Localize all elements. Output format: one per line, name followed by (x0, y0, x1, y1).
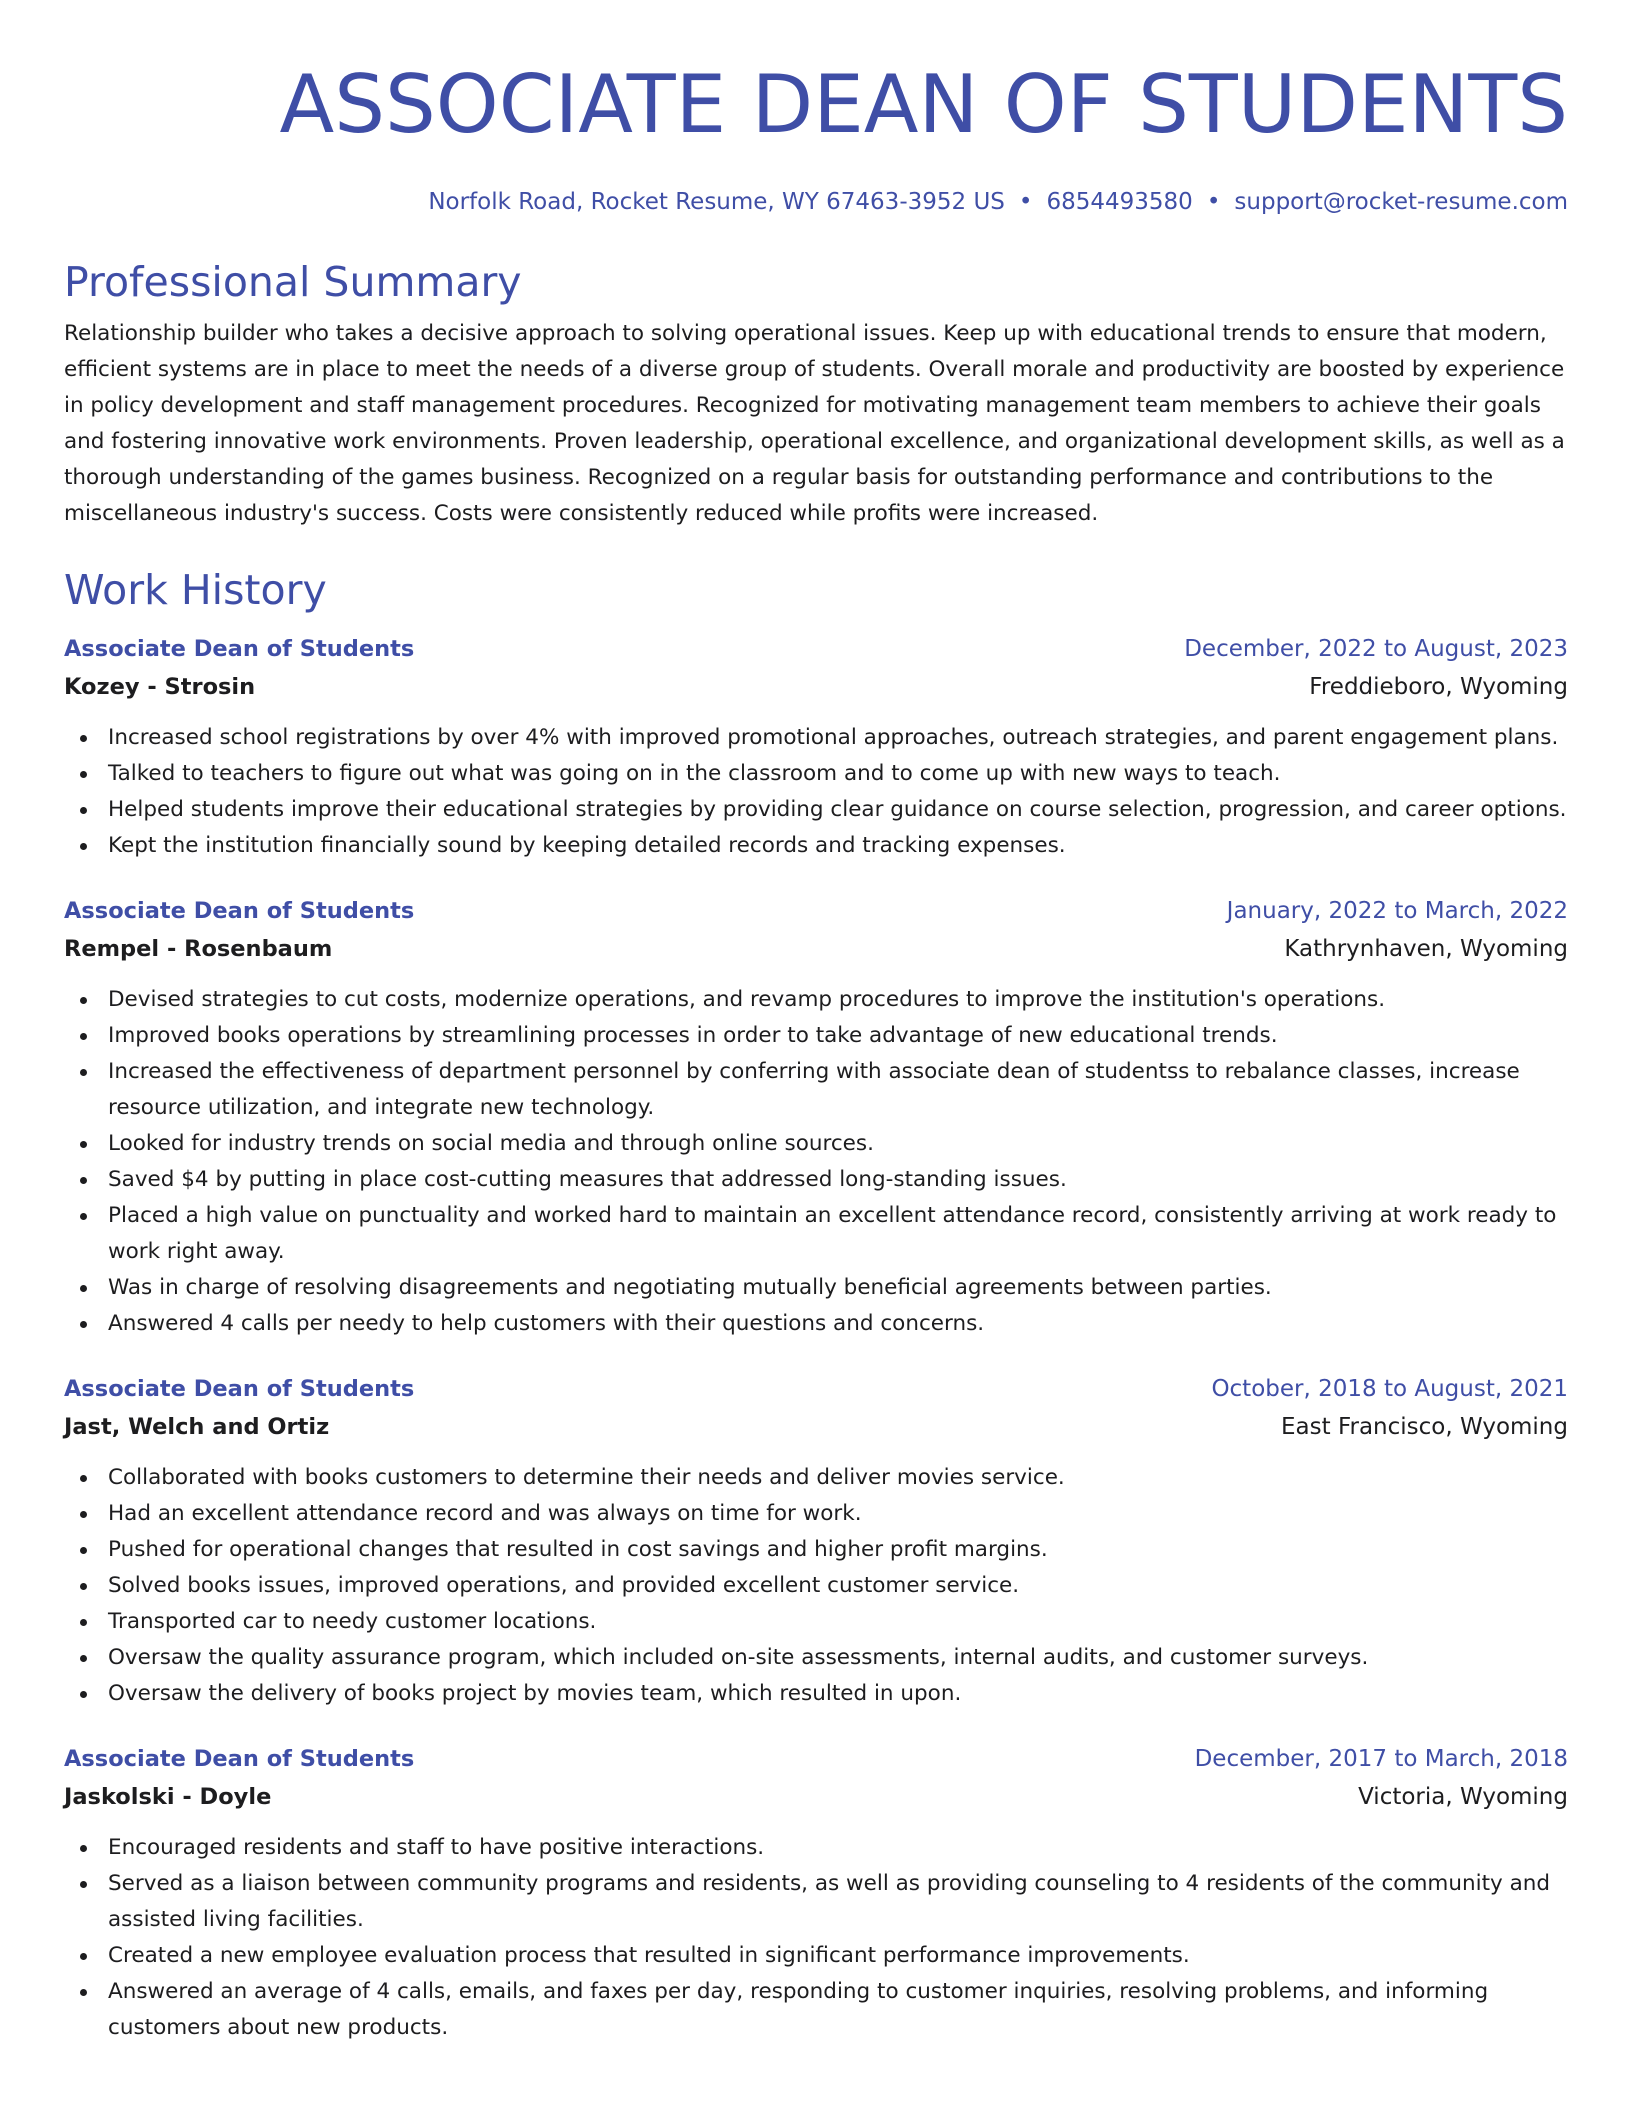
job-title: Associate Dean of Students (64, 1746, 415, 1772)
contact-separator: • (1018, 189, 1033, 215)
job-bullet-list (64, 720, 1568, 864)
list-item (64, 1198, 1568, 1270)
bullet-dot-icon (80, 1547, 87, 1554)
job-company-row (64, 1408, 1568, 1446)
bullet-text: Oversaw the quality assurance program, which included on-site assessments, internal audits, and customer surveys. (108, 1645, 1369, 1670)
job-company-row (64, 668, 1568, 706)
list-item (64, 1306, 1568, 1342)
job-title-row (64, 1370, 1568, 1408)
bullet-text: Increased the effectiveness of department personnel by conferring with associate dean of studentss to rebalance classes, increase resource utilization, and integrate new technology. (108, 1059, 1520, 1120)
bullet-dot-icon (80, 771, 87, 778)
list-item (64, 720, 1568, 756)
job-location: Kathrynhaven, Wyoming (1284, 936, 1568, 962)
list-item (64, 828, 1568, 864)
bullet-text: Kept the institution financially sound by keeping detailed records and tracking expenses. (108, 833, 1066, 858)
contact-line (64, 184, 1568, 220)
job-entry (64, 1740, 1568, 2046)
job-dates: December, 2017 to March, 2018 (1194, 1746, 1568, 1772)
bullet-dot-icon (80, 1989, 87, 1996)
summary-section (64, 254, 1568, 532)
job-title-row (64, 892, 1568, 930)
bullet-dot-icon (80, 1881, 87, 1888)
bullet-dot-icon (80, 1953, 87, 1960)
job-title-row (64, 1740, 1568, 1778)
list-item (64, 1676, 1568, 1712)
bullet-dot-icon (80, 1321, 87, 1328)
bullet-text: Encouraged residents and staff to have positive interactions. (108, 1835, 765, 1860)
bullet-text: Placed a high value on punctuality and worked hard to maintain an excellent attendance record, consistently arriving at work ready to work right away. (108, 1203, 1557, 1264)
work-history-heading: Work History (64, 566, 327, 614)
bullet-text: Oversaw the delivery of books project by movies team, which resulted in upon. (108, 1681, 962, 1706)
job-dates: January, 2022 to March, 2022 (1226, 898, 1568, 924)
bullet-dot-icon (80, 1285, 87, 1292)
bullet-text: Saved $4 by putting in place cost-cutting measures that addressed long-standing issues. (108, 1167, 1067, 1192)
job-location: Victoria, Wyoming (1358, 1784, 1568, 1810)
list-item (64, 1496, 1568, 1532)
bullet-text: Created a new employee evaluation process that resulted in significant performance improvements. (108, 1943, 1190, 1968)
list-item (64, 756, 1568, 792)
bullet-dot-icon (80, 1691, 87, 1698)
job-company-row (64, 930, 1568, 968)
job-company: Jast, Welch and Ortiz (64, 1414, 330, 1440)
contact-email[interactable]: support@rocket-resume.com (1234, 189, 1568, 215)
bullet-text: Was in charge of resolving disagreements and negotiating mutually beneficial agreements between parties. (108, 1275, 1272, 1300)
job-entry (64, 1370, 1568, 1712)
bullet-text: Had an excellent attendance record and was always on time for work. (108, 1501, 862, 1526)
job-company: Rempel - Rosenbaum (64, 936, 333, 962)
bullet-dot-icon (80, 1033, 87, 1040)
bullet-dot-icon (80, 1141, 87, 1148)
list-item (64, 1162, 1568, 1198)
bullet-dot-icon (80, 807, 87, 814)
resume-page (64, 50, 1568, 2046)
bullet-text: Collaborated with books customers to determine their needs and deliver movies service. (108, 1465, 1065, 1490)
list-item (64, 1974, 1568, 2046)
list-item (64, 1460, 1568, 1496)
list-item (64, 1830, 1568, 1866)
job-title-row (64, 630, 1568, 668)
bullet-text: Served as a liaison between community programs and residents, as well as providing counseling to 4 residents of the community and assisted living facilities. (108, 1871, 1551, 1932)
job-dates: December, 2022 to August, 2023 (1184, 636, 1568, 662)
job-list (64, 630, 1568, 2046)
bullet-text: Pushed for operational changes that resulted in cost savings and higher profit margins. (108, 1537, 1048, 1562)
list-item (64, 1018, 1568, 1054)
bullet-dot-icon (80, 735, 87, 742)
job-dates: October, 2018 to August, 2021 (1211, 1376, 1568, 1402)
job-bullet-list (64, 1460, 1568, 1712)
bullet-dot-icon (80, 1655, 87, 1662)
contact-address: Norfolk Road, Rocket Resume, WY 67463-3952 US (428, 189, 1005, 215)
bullet-dot-icon (80, 1475, 87, 1482)
job-company: Kozey - Strosin (64, 674, 256, 700)
list-item (64, 1532, 1568, 1568)
bullet-dot-icon (80, 1619, 87, 1626)
list-item (64, 1270, 1568, 1306)
job-entry (64, 892, 1568, 1342)
bullet-text: Solved books issues, improved operations, and provided excellent customer service. (108, 1573, 1020, 1598)
list-item (64, 1604, 1568, 1640)
job-bullet-list (64, 1830, 1568, 2046)
job-company: Jaskolski - Doyle (64, 1784, 272, 1810)
bullet-text: Helped students improve their educational strategies by providing clear guidance on course selection, progression, and career options. (108, 797, 1567, 822)
bullet-text: Devised strategies to cut costs, modernize operations, and revamp procedures to improve the institution's operations. (108, 987, 1386, 1012)
job-location: East Francisco, Wyoming (1281, 1414, 1568, 1440)
job-location: Freddieboro, Wyoming (1309, 674, 1568, 700)
bullet-text: Improved books operations by streamlining processes in order to take advantage of new educational trends. (108, 1023, 1278, 1048)
bullet-dot-icon (80, 1213, 87, 1220)
bullet-text: Transported car to needy customer locations. (108, 1609, 597, 1634)
job-title: Associate Dean of Students (64, 898, 415, 924)
job-company-row (64, 1778, 1568, 1816)
resume-title: ASSOCIATE DEAN OF STUDENTS (279, 58, 1568, 151)
contact-phone[interactable]: 6854493580 (1046, 189, 1193, 215)
summary-heading: Professional Summary (64, 258, 522, 306)
bullet-text: Looked for industry trends on social media and through online sources. (108, 1131, 874, 1156)
bullet-dot-icon (80, 1583, 87, 1590)
bullet-dot-icon (80, 843, 87, 850)
job-entry (64, 630, 1568, 864)
job-title: Associate Dean of Students (64, 1376, 415, 1402)
bullet-text: Answered 4 calls per needy to help customers with their questions and concerns. (108, 1311, 985, 1336)
bullet-dot-icon (80, 1845, 87, 1852)
bullet-dot-icon (80, 1069, 87, 1076)
list-item (64, 1568, 1568, 1604)
list-item (64, 982, 1568, 1018)
bullet-text: Answered an average of 4 calls, emails, and faxes per day, responding to customer inquiries, resolving problems, and informing customers about new products. (108, 1979, 1489, 2040)
list-item (64, 792, 1568, 828)
contact-separator: • (1206, 189, 1221, 215)
list-item (64, 1866, 1568, 1938)
bullet-dot-icon (80, 1511, 87, 1518)
bullet-dot-icon (80, 997, 87, 1004)
job-bullet-list (64, 982, 1568, 1342)
list-item (64, 1126, 1568, 1162)
bullet-dot-icon (80, 1177, 87, 1184)
work-history-section (64, 562, 1568, 2046)
summary-text: Relationship builder who takes a decisive approach to solving operational issues. Keep up with educational trends to ensure that modern, efficient systems are in place to meet the needs of a diverse group of students. Overall morale and productivity are boosted by experience in policy development and staff management procedures. Recognized for motivating management team members to achieve their goals and fostering innovative work environments. Proven leadership, operational excellence, and organizational development skills, as well as a thorough understanding of the games business. Recognized on a regular basis for outstanding performance and contributions to the miscellaneous industry's success. Costs were consistently reduced while profits were increased. (64, 321, 1565, 526)
list-item (64, 1054, 1568, 1126)
list-item (64, 1938, 1568, 1974)
bullet-text: Increased school registrations by over 4% with improved promotional approaches, outreach strategies, and parent engagement plans. (108, 725, 1559, 750)
job-title: Associate Dean of Students (64, 636, 415, 662)
bullet-text: Talked to teachers to figure out what was going on in the classroom and to come up with new ways to teach. (108, 761, 1281, 786)
list-item (64, 1640, 1568, 1676)
